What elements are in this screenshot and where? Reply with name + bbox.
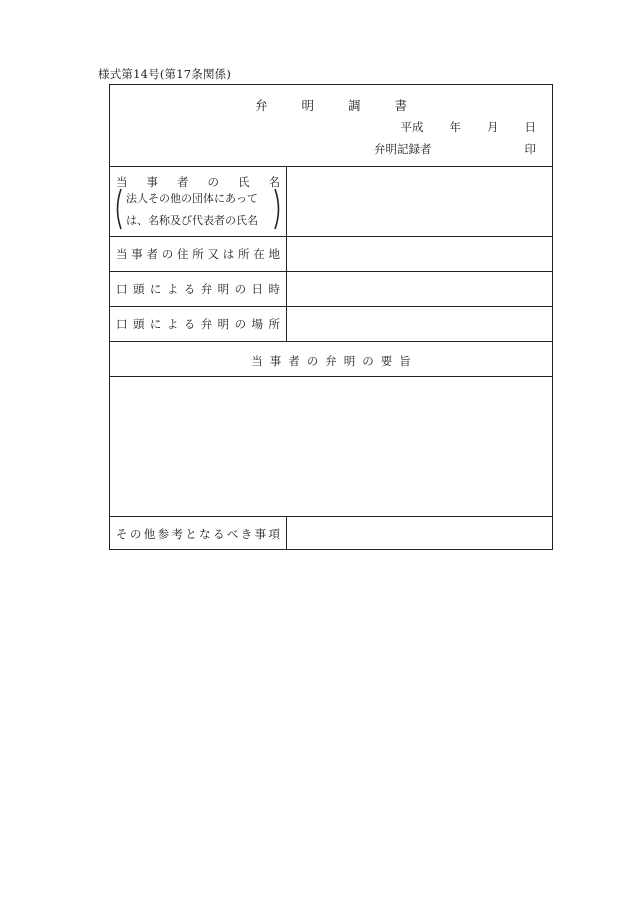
label-char: な (199, 526, 211, 541)
date-era: 平成 (400, 120, 424, 134)
label-char: 地 (268, 247, 280, 261)
label-char: よ (166, 317, 179, 331)
party-name-note (113, 188, 283, 230)
label-char: 当 (116, 247, 128, 261)
label-char: 所 (238, 247, 250, 261)
label-char: 項 (268, 526, 280, 541)
other-matters-value[interactable] (287, 517, 552, 550)
recorder-label: 弁明記録者 (374, 142, 432, 156)
label-char: 所 (268, 317, 280, 331)
party-name-value[interactable] (287, 167, 552, 236)
label-char: 又 (207, 247, 219, 261)
label-char: に (149, 317, 162, 331)
label-char: 場 (251, 317, 263, 331)
other-matters-label (110, 517, 286, 550)
date-month: 月 (487, 120, 499, 134)
label-char: 口 (116, 317, 128, 331)
form-title: 弁明調書 (254, 98, 441, 113)
date-line (401, 119, 537, 135)
oral-place-label-text (116, 316, 280, 332)
divider (110, 341, 552, 342)
label-char: の (234, 282, 247, 296)
label-char: 当 (116, 175, 128, 189)
other-matters-label-text (116, 526, 280, 542)
seal-mark: 印 (524, 142, 536, 156)
summary-body[interactable] (110, 377, 552, 516)
label-char: 口 (116, 282, 128, 296)
label-char: る (183, 282, 196, 296)
party-address-label-text (116, 246, 280, 262)
label-char: の (234, 317, 247, 331)
party-name-note-line1: 法人その他の団体にあって (126, 192, 258, 205)
party-name-label-cell (110, 167, 286, 236)
label-char: 頭 (132, 317, 145, 331)
label-char: べ (226, 526, 239, 541)
label-char: 事 (146, 175, 158, 189)
label-char: 所 (192, 247, 204, 261)
label-char: 者 (177, 175, 189, 189)
label-char: 参 (157, 526, 170, 541)
label-char: よ (166, 282, 179, 296)
date-year: 年 (449, 120, 461, 134)
label-char: の (207, 175, 219, 189)
right-paren-icon (273, 188, 283, 230)
label-char: 者 (146, 247, 158, 261)
label-char: 在 (253, 247, 265, 261)
party-address-label (110, 237, 286, 271)
label-char: 事 (131, 247, 143, 261)
oral-date-label (110, 272, 286, 306)
label-char: と (185, 526, 197, 541)
oral-date-value[interactable] (287, 272, 552, 306)
label-char: る (213, 526, 225, 541)
oral-place-label (110, 307, 286, 341)
label-char: 他 (143, 526, 156, 541)
label-char: 氏 (238, 175, 250, 189)
party-name-note-line2: は、名称及び代表者の氏名 (126, 214, 258, 227)
party-address-value[interactable] (287, 237, 552, 271)
recorder-line (374, 141, 536, 157)
left-paren-icon (113, 188, 123, 230)
label-char: 考 (171, 526, 183, 541)
oral-date-label-text (116, 281, 280, 297)
label-char: そ (116, 526, 128, 541)
label-char: 日 (251, 282, 263, 296)
label-char: 弁 (200, 282, 213, 296)
label-char: る (183, 317, 196, 331)
explanation-record-form (109, 84, 553, 550)
date-day: 日 (524, 120, 536, 134)
label-char: 弁 (200, 317, 213, 331)
label-char: の (129, 526, 142, 541)
oral-place-value[interactable] (287, 307, 552, 341)
label-char: は (222, 247, 235, 261)
label-char: 名 (268, 175, 280, 189)
label-char: 住 (177, 247, 189, 261)
summary-heading: 当事者の弁明の要旨 (251, 354, 418, 368)
label-char: 頭 (132, 282, 145, 296)
label-char: に (149, 282, 162, 296)
label-char: 事 (254, 526, 267, 541)
label-char: 明 (217, 317, 230, 331)
label-char: 明 (217, 282, 230, 296)
label-char: き (240, 526, 253, 541)
form-number-label: 様式第14号(第17条関係) (98, 67, 232, 81)
label-char: 時 (268, 282, 280, 296)
label-char: の (161, 247, 174, 261)
